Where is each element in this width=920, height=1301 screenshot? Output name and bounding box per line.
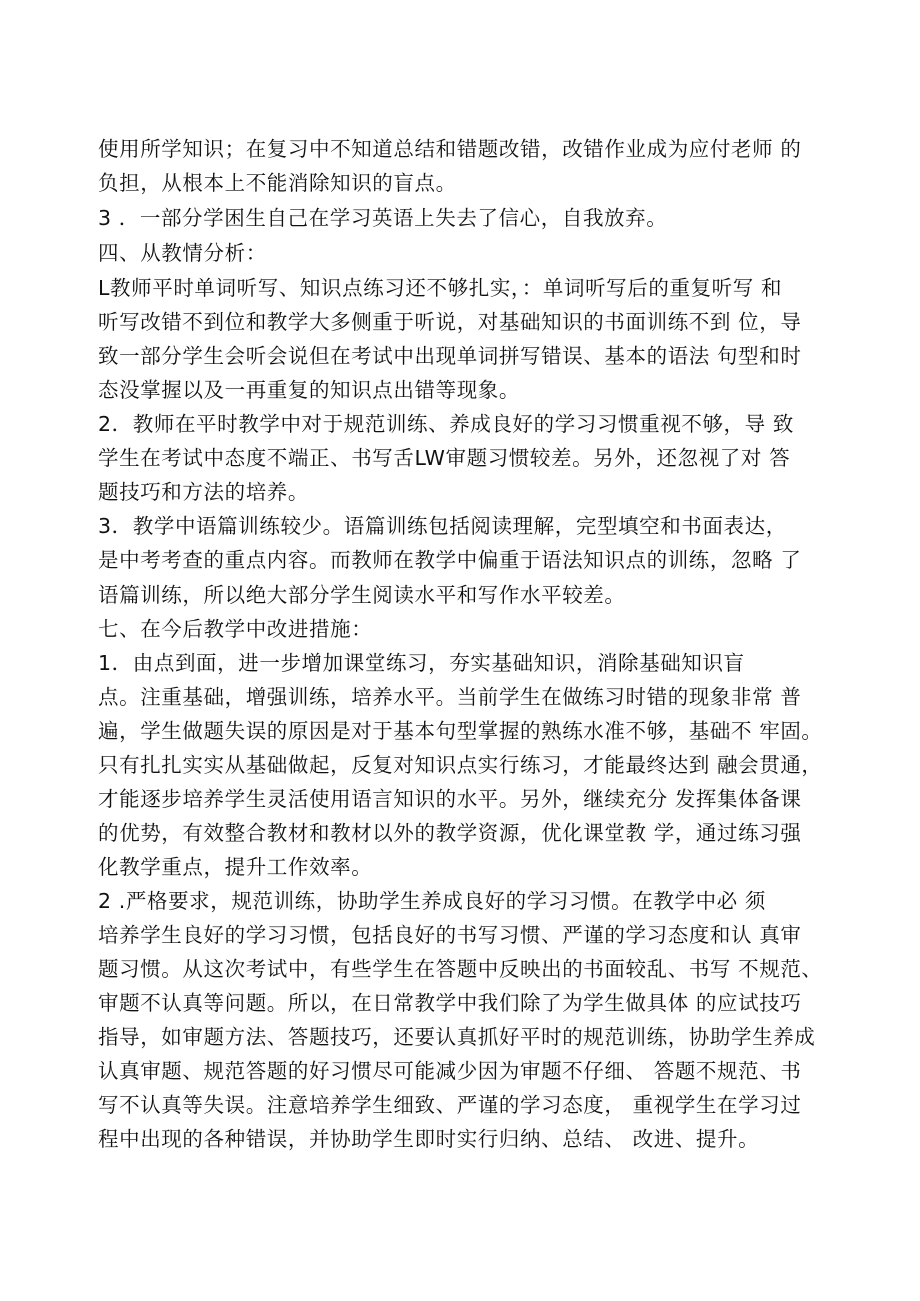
text-line: 的优势，有效整合教材和教材以外的教学资源，优化课堂教 学，通过练习强	[98, 821, 802, 845]
text-line: 2 .严格要求，规范训练，协助学生养成良好的学习习惯。在教学中必 须	[98, 889, 766, 913]
text-line: 化教学重点，提升工作效率。	[98, 855, 373, 879]
text-line: 四、从教情分析：	[98, 241, 267, 265]
text-line: 七、在今后教学中改进措施：	[98, 617, 373, 641]
text-line: 使用所学知识；在复习中不知道总结和错题改错，改错作业成为应付老师 的	[98, 137, 802, 161]
text-line: 态没掌握以及一再重复的知识点出错等现象。	[98, 378, 520, 402]
text-line: 3 ．一部分学困生自己在学习英语上失去了信心，自我放弃。	[98, 206, 668, 230]
text-line: 指导，如审题方法、答题技巧，还要认真抓好平时的规范训练，协助学生养成	[98, 1025, 816, 1049]
text-line: 听写改错不到位和教学大多侧重于听说，对基础知识的书面训练不到 位，导	[98, 310, 802, 334]
text-line: 认真审题、规范答题的好习惯尽可能减少因为审题不仔细、 答题不规范、书	[98, 1059, 802, 1083]
text-line: 只有扎扎实实从基础做起，反复对知识点实行练习，才能最终达到 融会贯通，	[98, 753, 823, 777]
text-line: L教师平时单词听写、知识点练习还不够扎实，：单词听写后的重复听写 和	[98, 276, 783, 300]
text-line: 致一部分学生会听会说但在考试中出现单词拼写错误、基本的语法 句型和时	[98, 344, 802, 368]
text-line: 负担，从根本上不能消除知识的盲点。	[98, 171, 457, 195]
text-line: 点。注重基础，增强训练，培养水平。当前学生在做练习时错的现象非常 普	[98, 685, 802, 709]
text-line: 培养学生良好的学习习惯，包括良好的书写习惯、严谨的学习态度和认 真审	[98, 923, 802, 947]
text-line: 是中考考查的重点内容。而教师在教学中偏重于语法知识点的训练，忽略 了	[98, 548, 802, 572]
text-line: 3．教学中语篇训练较少。语篇训练包括阅读理解，完型填空和书面表达，	[98, 514, 787, 538]
text-line: 遍，学生做题失误的原因是对于基本句型掌握的熟练水准不够，基础不 牢固。	[98, 719, 823, 743]
text-line: 1．由点到面，进一步增加课堂练习，夯实基础知识，消除基础知识盲	[98, 651, 745, 675]
text-line: 2．教师在平时教学中对于规范训练、养成良好的学习习惯重视不够，导 致	[98, 412, 794, 436]
text-line: 题技巧和方法的培养。	[98, 480, 309, 504]
text-line: 才能逐步培养学生灵活使用语言知识的水平。另外，继续充分 发挥集体备课	[98, 787, 802, 811]
text-line: 写不认真等失误。注意培养学生细致、严谨的学习态度， 重视学生在学习过	[98, 1093, 802, 1117]
text-line: 题习惯。从这次考试中，有些学生在答题中反映出的书面较乱、书写 不规范、	[98, 957, 823, 981]
text-line: 学生在考试中态度不端正、书写舌LW审题习惯较差。另外，还忽视了对 答	[98, 446, 791, 470]
text-line: 程中出现的各种错误，并协助学生即时实行归纳、总结、 改进、提升。	[98, 1127, 760, 1151]
text-line: 审题不认真等问题。所以，在日常教学中我们除了为学生做具体 的应试技巧	[98, 991, 802, 1015]
text-line: 语篇训练，所以绝大部分学生阅读水平和写作水平较差。	[98, 583, 626, 607]
